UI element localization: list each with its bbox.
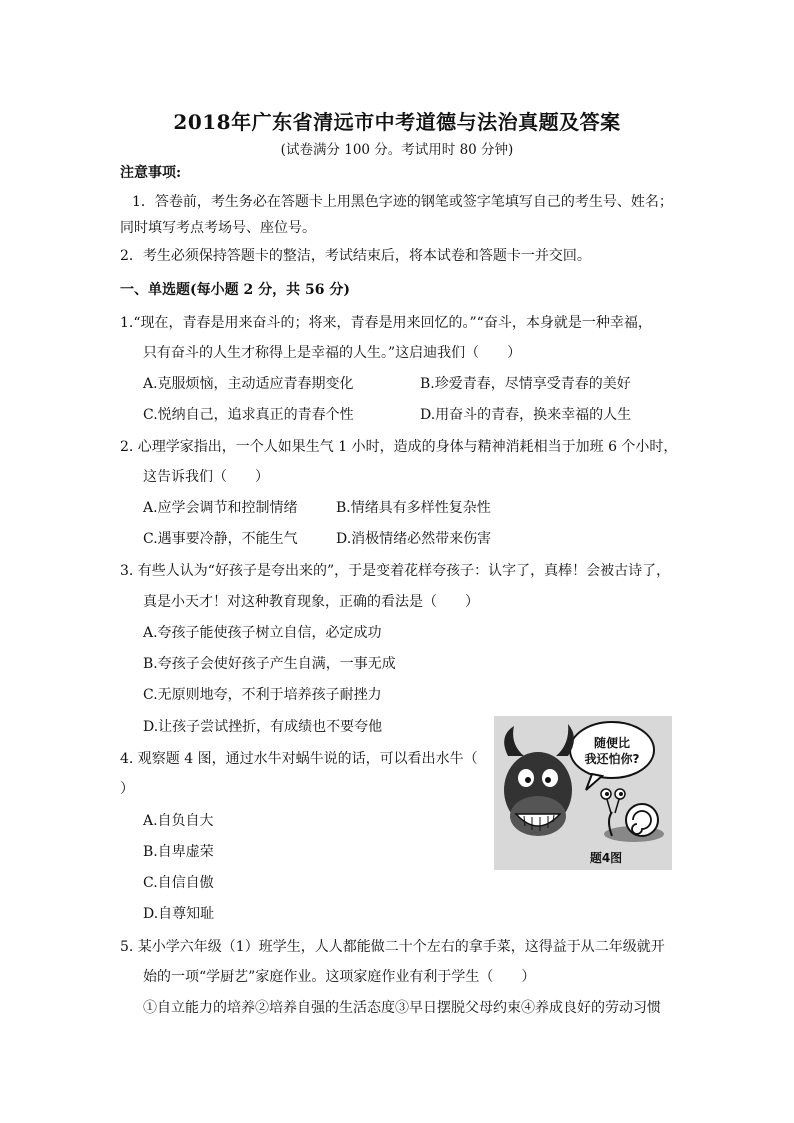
q4-option-b: B.自卑虚荣 bbox=[143, 844, 214, 860]
q1-option-a: A.克服烦恼，主动适应青春期变化 bbox=[143, 376, 354, 392]
notice-item-2: 2．考生必须保持答题卡的整洁，考试结束后，将本试卷和答题卡一并交回。 bbox=[120, 248, 591, 264]
q3-option-b: B.夸孩子会使好孩子产生自满，一事无成 bbox=[143, 656, 396, 672]
notice-item-1-line-1: 1．答卷前，考生务必在答题卡上用黑色字迹的钢笔或签字笔填写自己的考生号、姓名； bbox=[132, 194, 673, 210]
q3-option-d: D.让孩子尝试挫折，有成绩也不要夸他 bbox=[143, 719, 383, 735]
q1-stem-line-1: 1.“现在，青春是用来奋斗的；将来，青春是用来回忆的。”“奋斗，本身就是一种幸福， bbox=[120, 315, 652, 331]
q4-stem-line-1: 4. 观察题 4 图，通过水牛对蜗牛说的话，可以看出水牛（ bbox=[120, 751, 478, 767]
q2-option-b: B.情绪具有多样性复杂性 bbox=[336, 500, 491, 516]
q5-options: ①自立能力的培养②培养自强的生活态度③早日摆脱父母约束④养成良好的劳动习惯 bbox=[143, 1000, 661, 1016]
q1-option-d: D.用奋斗的青春，换来幸福的人生 bbox=[420, 407, 632, 423]
buffalo-snail-cartoon bbox=[494, 716, 672, 870]
notice-heading: 注意事项: bbox=[120, 165, 182, 181]
q3-stem-line-1: 3. 有些人认为“好孩子是夸出来的”，于是变着花样夸孩子：认字了，真棒！会被古诗了， bbox=[120, 563, 671, 579]
q5-stem-line-2: 始的一项“学厨艺”家庭作业。这项家庭作业有利于学生（ ） bbox=[143, 969, 536, 985]
page-title: 2018年广东省清远市中考道德与法治真题及答案 bbox=[173, 110, 621, 134]
q5-stem-line-1: 5. 某小学六年级（1）班学生，人人都能做二十个左右的拿手菜，这得益于从二年级就开 bbox=[120, 939, 665, 955]
q2-option-a: A.应学会调节和控制情绪 bbox=[143, 500, 298, 516]
q1-option-c: C.悦纳自己，追求真正的青春个性 bbox=[143, 407, 354, 423]
q2-option-c: C.遇事要冷静，不能生气 bbox=[143, 531, 298, 547]
q2-stem-line-1: 2. 心理学家指出，一个人如果生气 1 小时，造成的身体与精神消耗相当于加班 6 个小时， bbox=[120, 439, 678, 455]
q2-stem-line-2: 这告诉我们（ ） bbox=[143, 469, 269, 485]
q3-option-a: A.夸孩子能使孩子树立自信，必定成功 bbox=[143, 625, 382, 641]
q4-option-a: A.自负自大 bbox=[143, 813, 214, 829]
notice-item-1-line-2: 同时填写考点考场号、座位号。 bbox=[120, 220, 316, 236]
q2-option-d: D.消极情绪必然带来伤害 bbox=[336, 531, 492, 547]
q4-option-d: D.自尊知耻 bbox=[143, 906, 215, 922]
bubble-text-line-1: 随便比 bbox=[593, 736, 631, 750]
q4-option-c: C.自信自傲 bbox=[143, 875, 214, 891]
q3-stem-line-2: 真是小天才！对这种教育现象，正确的看法是（ ） bbox=[143, 594, 479, 610]
q4-stem-line-2: ） bbox=[120, 781, 134, 797]
q3-option-c: C.无原则地夸，不利于培养孩子耐挫力 bbox=[143, 687, 382, 703]
q4-cartoon-figure bbox=[494, 716, 672, 870]
bubble-text-line-2: 我还怕你? bbox=[584, 752, 640, 766]
figure-caption: 题4图 bbox=[589, 851, 623, 865]
section-heading: 一、单选题(每小题 2 分，共 56 分) bbox=[120, 282, 350, 298]
q1-option-b: B.珍爱青春，尽情享受青春的美好 bbox=[420, 376, 631, 392]
q1-stem-line-2: 只有奋斗的人生才称得上是幸福的人生。”这启迪我们（ ） bbox=[143, 345, 522, 361]
page-subtitle: (试卷满分 100 分。考试用时 80 分钟) bbox=[280, 142, 514, 158]
speech-bubble bbox=[570, 722, 654, 778]
